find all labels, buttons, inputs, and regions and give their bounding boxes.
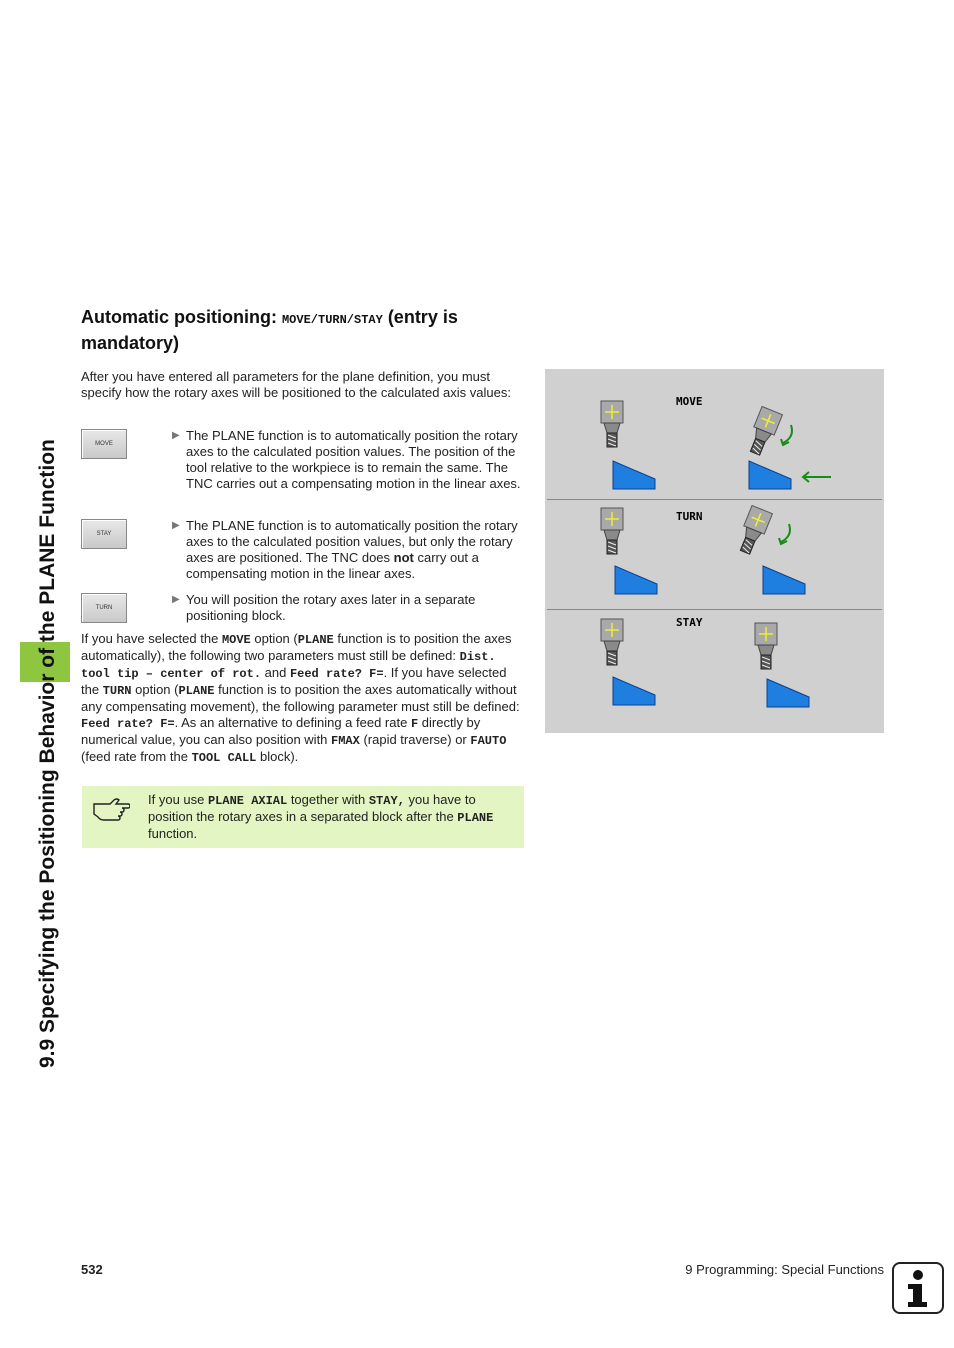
tool-icon <box>755 623 777 669</box>
parameter-paragraph: If you have selected the MOVE option (PLANE function is to position the axes automatically), the following two parameters must still be defined: Dist. tool tip – center of rot. and Feed rate? F=. If you have selected the TURN option (PLANE function is to position the axes automatically without any compensating movement), the following parameter must still be defined: Feed rate? F=. As an alternative to defining a feed rate F directly by numerical value, you can also position with FMAX (rapid traverse) or FAUTO (feed rate from the TOOL CALL block). <box>81 631 520 765</box>
chapter-footer: 9 Programming: Special Functions <box>685 1262 884 1277</box>
side-title-text: 9.9 Specifying the Positioning Behavior of the PLANE Function <box>36 439 59 1068</box>
figure-label-stay: STAY <box>676 616 703 629</box>
section-heading: Automatic positioning: MOVE/TURN/STAY (entry is mandatory) <box>81 307 458 353</box>
chapter-side-title <box>20 310 64 1070</box>
bullet-triangle-icon: ▶ <box>172 430 180 441</box>
positioning-figure <box>545 369 884 733</box>
workpiece-shape <box>767 679 809 707</box>
page-number: 532 <box>81 1262 103 1277</box>
workpiece-shape <box>615 566 657 594</box>
tool-icon <box>601 619 623 665</box>
softkey-turn[interactable]: TURN <box>81 593 127 623</box>
tool-icon <box>601 401 623 447</box>
figure-label-move: MOVE <box>676 395 703 408</box>
figure-drawing <box>545 369 884 733</box>
tool-icon <box>745 406 783 457</box>
bullet-triangle-icon: ▶ <box>172 594 180 605</box>
bullet-triangle-icon: ▶ <box>172 520 180 531</box>
intro-paragraph: After you have entered all parameters for the plane definition, you must specify how the rotary axes will be positioned to the calculated axis values: <box>81 369 511 400</box>
tool-icon <box>735 505 773 556</box>
workpiece-shape <box>763 566 805 594</box>
workpiece-shape <box>613 677 655 705</box>
softkey-stay[interactable]: STAY <box>81 519 127 549</box>
arrow-left-icon <box>803 472 831 482</box>
note-text: If you use PLANE AXIAL together with STAY, you have to position the rotary axes in a separated block after the PLANE function. <box>148 792 494 841</box>
figure-label-turn: TURN <box>676 510 703 523</box>
workpiece-shape <box>749 461 791 489</box>
pointing-hand-icon <box>92 796 130 822</box>
workpiece-shape <box>613 461 655 489</box>
tool-icon <box>601 508 623 554</box>
note-box <box>82 786 524 848</box>
softkey-move[interactable]: MOVE <box>81 429 127 459</box>
list-item-stay: ▶ The PLANE function is to automatically position the rotary axes to the calculated position values, but only the rotary axes are positioned. The TNC does not carry out a compensating motion in the linear axes. <box>172 518 518 581</box>
list-item-turn: ▶ You will position the rotary axes later in a separate positioning block. <box>172 592 476 623</box>
list-item-move: ▶ The PLANE function is to automatically position the rotary axes to the calculated position values. The position of the tool relative to the workpiece is to remain the same. The TNC carries out a compensating motion in the linear axes. <box>172 428 521 491</box>
info-icon <box>892 1262 944 1314</box>
